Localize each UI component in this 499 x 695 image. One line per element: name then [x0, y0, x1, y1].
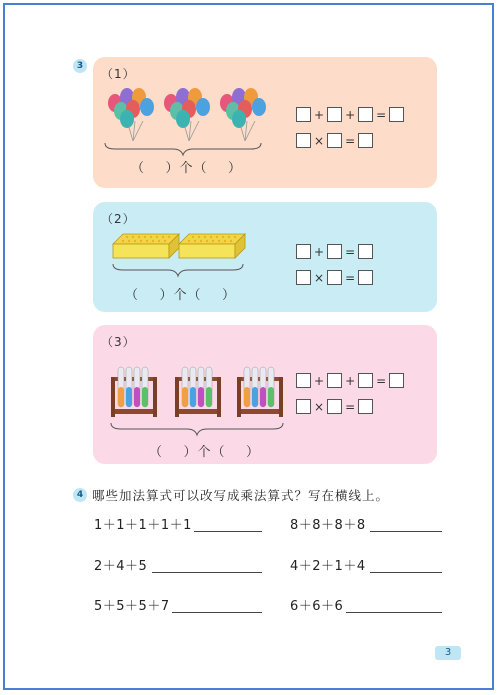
answer-box[interactable]	[358, 399, 373, 414]
grouping-brace	[109, 421, 285, 437]
grouping-brace	[103, 141, 263, 157]
part-label-1: （1）	[101, 67, 136, 81]
panel-part-2	[93, 202, 437, 312]
answer-line[interactable]	[370, 531, 442, 532]
answer-box[interactable]	[358, 270, 373, 285]
part-label-2: （2）	[101, 212, 136, 226]
multiplication-equation-row-1: × =	[296, 133, 373, 148]
multiplication-equation-row-3: × =	[296, 399, 373, 414]
blank-groups-text-3: （ ）个（ ）	[149, 445, 261, 460]
answer-box[interactable]	[389, 107, 404, 122]
answer-box[interactable]	[327, 373, 342, 388]
question-number-3: 3	[73, 59, 87, 73]
egg-trays-illustration	[111, 232, 247, 262]
answer-box[interactable]	[296, 270, 311, 285]
test-tube-rack-icon	[175, 367, 221, 417]
answer-line[interactable]	[370, 572, 442, 573]
question-number-4: 4	[73, 488, 87, 502]
answer-box[interactable]	[358, 133, 373, 148]
answer-box[interactable]	[389, 373, 404, 388]
answer-box[interactable]	[296, 107, 311, 122]
addition-expression: 6＋6＋6	[290, 599, 344, 614]
egg-tray-icon	[179, 234, 245, 258]
answer-line[interactable]	[172, 612, 262, 613]
answer-box[interactable]	[296, 399, 311, 414]
addition-equation-row-2: + =	[296, 244, 373, 259]
answer-line[interactable]	[152, 572, 262, 573]
answer-box[interactable]	[358, 373, 373, 388]
test-tube-rack-icon	[111, 367, 157, 417]
addition-equation-row-1: + + =	[296, 107, 404, 122]
answer-line[interactable]	[194, 531, 262, 532]
blank-groups-text-1: （ ）个（ ）	[131, 161, 243, 176]
answer-box[interactable]	[358, 107, 373, 122]
grouping-brace	[111, 262, 245, 278]
test-tube-racks-illustration	[109, 365, 289, 419]
test-tube-rack-icon	[237, 367, 283, 417]
answer-box[interactable]	[296, 373, 311, 388]
blank-groups-text-2: （ ）个（ ）	[125, 288, 237, 303]
answer-line[interactable]	[346, 612, 442, 613]
addition-expression: 2＋4＋5	[94, 559, 148, 574]
balloon-bunch-icon	[220, 88, 266, 141]
balloons-illustration	[103, 85, 273, 147]
part-label-3: （3）	[101, 335, 136, 349]
answer-box[interactable]	[358, 244, 373, 259]
addition-expression: 8＋8＋8＋8	[290, 518, 366, 533]
answer-box[interactable]	[327, 107, 342, 122]
page-number: 3	[435, 646, 461, 660]
egg-tray-icon	[113, 234, 179, 258]
answer-box[interactable]	[296, 244, 311, 259]
addition-expression: 5＋5＋5＋7	[94, 599, 170, 614]
multiplication-equation-row-2: × =	[296, 270, 373, 285]
addition-equation-row-3: + + =	[296, 373, 404, 388]
addition-expression: 1＋1＋1＋1＋1	[94, 518, 192, 533]
balloon-bunch-icon	[108, 88, 154, 141]
answer-box[interactable]	[327, 244, 342, 259]
answer-box[interactable]	[327, 399, 342, 414]
addition-expression: 4＋2＋1＋4	[290, 559, 366, 574]
question-4-title: 哪些加法算式可以改写成乘法算式？写在横线上。	[92, 488, 390, 503]
answer-box[interactable]	[327, 133, 342, 148]
panel-part-3	[93, 325, 437, 464]
panel-part-1	[93, 57, 437, 188]
answer-box[interactable]	[327, 270, 342, 285]
answer-box[interactable]	[296, 133, 311, 148]
balloon-bunch-icon	[164, 88, 210, 141]
